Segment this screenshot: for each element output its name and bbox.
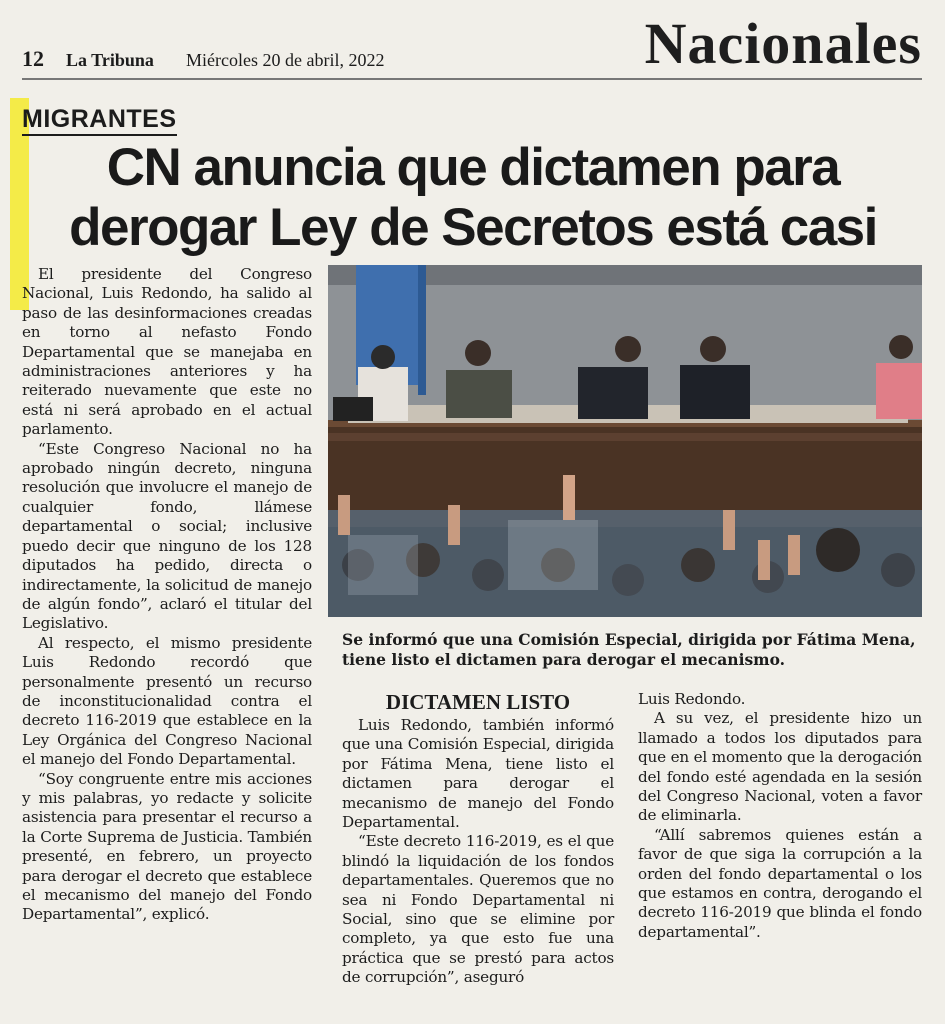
- headline-line-1: CN anuncia que dictamen para: [106, 138, 840, 197]
- article-column-2: [342, 716, 614, 988]
- photo-illustration: [328, 265, 922, 617]
- paragraph: “Este decreto 116-2019, es el que blindó la liquidación de los fondos departamentales. Queremos que no sea ni Fondo Departamental ni Social, sino que se elimine por completo, ya que esto fue una práctica que se prestó para actos de corrupción”, aseguró: [342, 832, 614, 987]
- paragraph: El presidente del Congreso Nacional, Luis Redondo, ha salido al paso de las desinformaciones creadas en torno al nefasto Fondo Departamental que se manejaba en administraciones anteriores y ha reiterado nuevamente que este no está ni será aprobado en el actual parlamento.: [22, 265, 312, 439]
- headline-line-2: derogar Ley de Secretos está casi: [69, 198, 877, 257]
- issue-date: Miércoles 20 de abril, 2022: [186, 50, 385, 70]
- congress-session-photo: [328, 265, 922, 617]
- newspaper-name: La Tribuna: [66, 50, 154, 70]
- article-column-3: [638, 690, 922, 942]
- paragraph: Al respecto, el mismo presidente Luis Redondo recordó que personalmente presentó un recurso de inconstitucionalidad contra el decreto 116-2019 que establece en la Ley Orgánica del Congreso Nacional el manejo del Fondo Departamental.: [22, 633, 312, 769]
- paragraph: Luis Redondo, también informó que una Comisión Especial, dirigida por Fátima Mena, tiene listo el dictamen para derogar el mecanismo de manejo del Fondo Departamental.: [342, 716, 614, 832]
- section-title: Nacionales: [644, 11, 922, 76]
- paragraph-continuation: Luis Redondo.: [638, 690, 746, 708]
- paragraph: “Allí sabremos quienes están a favor de que siga la corrupción a la orden del fondo departamental o los que estamos en contra, derogando el decreto 116-2019 que blinda el fondo departamental”.: [638, 825, 922, 941]
- photo-caption: Se informó que una Comisión Especial, dirigida por Fátima Mena, tiene listo el dictamen para derogar el mecanismo.: [342, 630, 916, 669]
- paragraph: “Este Congreso Nacional no ha aprobado ningún decreto, ninguna resolución que involucre el manejo de cualquier fondo, llámese departamental o social; inclusive puedo decir que ninguno de los 128 diputados ha pedido, directa o indirectamente, la solicitud de manejo de algún fondo”, aclaró el titular del Legislativo.: [22, 439, 312, 633]
- article-column-1: [22, 265, 312, 925]
- header-rule: [22, 78, 922, 80]
- section-subhead: DICTAMEN LISTO: [385, 690, 571, 714]
- page-number: 12: [22, 46, 44, 71]
- paragraph: A su vez, el presidente hizo un llamado a todos los diputados para que en el momento que la derogación del fondo esté agendada en la sesión del Congreso Nacional, voten a favor de eliminarla.: [638, 709, 922, 825]
- paragraph: “Soy congruente entre mis acciones y mis palabras, yo redacte y solicite asistencia para presentar el recurso a la Corte Suprema de Justicia. También presenté, en febrero, un proyecto para derogar el decreto que establece el mecanismo del manejo del Fondo Departamental”, explicó.: [22, 769, 312, 924]
- page-header: [22, 10, 922, 78]
- article-kicker: MIGRANTES: [22, 104, 177, 136]
